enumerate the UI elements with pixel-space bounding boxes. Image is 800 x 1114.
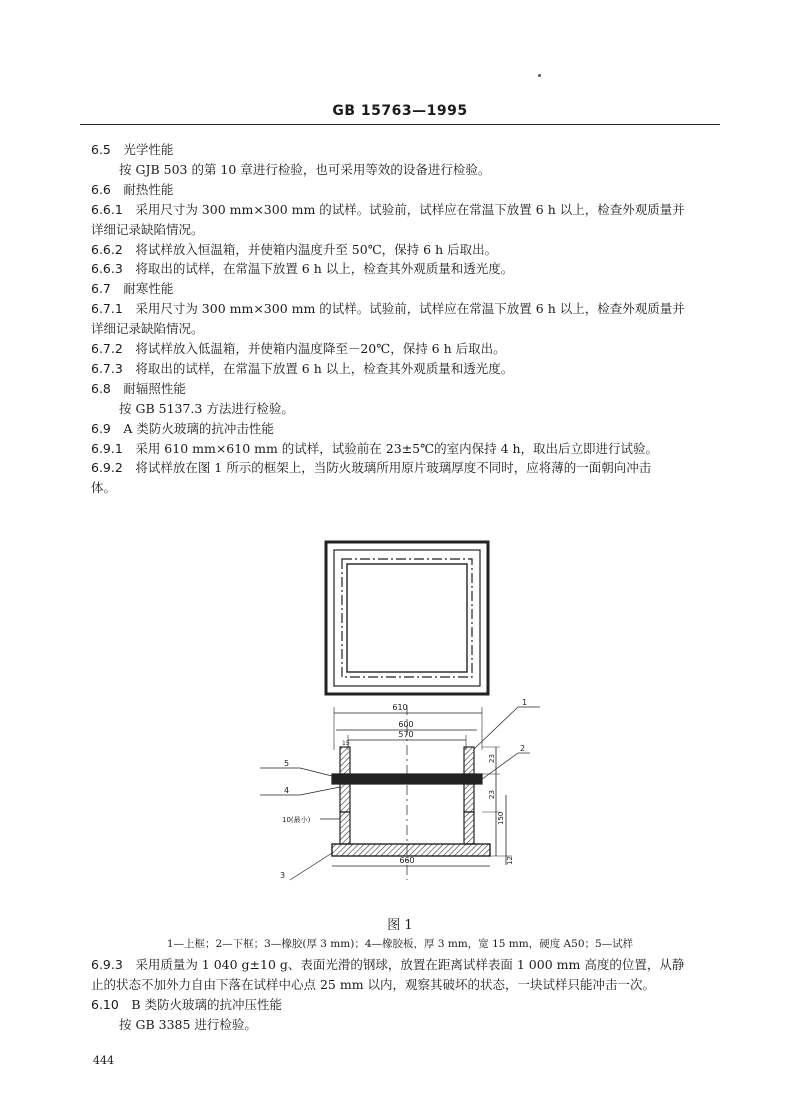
plan-mid-frame — [334, 550, 480, 686]
clause-text: 止的状态不加外力自由下落在试样中心点 25 mm 以内，观察其破坏的状态，一块试样只能冲击一次。 — [91, 976, 656, 992]
text-line — [91, 1015, 749, 1035]
clause-text: 耐寒性能 — [123, 281, 174, 297]
clause-text: 将取出的试样，在常温下放置 6 h 以上，检查其外观质量和透光度。 — [135, 360, 514, 376]
clause-text: 将取出的试样，在常温下放置 6 h 以上，检查其外观质量和透光度。 — [135, 261, 514, 277]
base-plate — [332, 844, 490, 856]
dim-570: 570 — [398, 730, 414, 739]
text-line — [91, 478, 721, 498]
clause-text: 按 GB 5137.3 方法进行检验。 — [119, 400, 294, 416]
clause-number: 6.6.3 — [91, 261, 136, 277]
label-2: 2 — [520, 744, 526, 753]
clause-text: 采用尺寸为 300 mm×300 mm 的试样。试验前，试样应在常温下放置 6 h 以上，检查外观质量并 — [135, 301, 685, 317]
clause-text: 采用尺寸为 300 mm×300 mm 的试样。试验前，试样应在常温下放置 6 h 以上，检查外观质量并 — [135, 201, 685, 217]
plan-outer-frame — [326, 542, 488, 694]
clause-text: 体。 — [91, 480, 117, 496]
clause-number: 6.6 — [91, 181, 124, 197]
label-1: 1 — [522, 698, 528, 707]
text-line — [91, 259, 721, 279]
page-header: GB 15763—1995 — [332, 103, 468, 119]
text-line — [91, 180, 721, 200]
clause-text: 耐热性能 — [123, 181, 174, 197]
clause-number: 6.8 — [91, 380, 124, 396]
dim-12: 12 — [506, 856, 514, 865]
text-line — [91, 240, 721, 260]
clause-text: 按 GJB 503 的第 10 章进行检验，也可采用等效的设备进行检验。 — [119, 161, 491, 177]
clause-number: 6.6.2 — [91, 241, 136, 257]
clause-text: 按 GB 3385 进行检验。 — [119, 1016, 257, 1032]
page-number: 444 — [93, 1054, 114, 1067]
figure-caption: 图 1 — [387, 918, 413, 933]
lower-frame-left-leg — [340, 812, 350, 844]
text-line — [91, 955, 721, 975]
clause-number: 6.7.1 — [91, 301, 136, 317]
clause-number: 6.6.1 — [91, 201, 136, 217]
text-line — [91, 399, 749, 419]
clause-text: 采用质量为 1 040 g±10 g、表面光滑的钢球，放置在距离试样表面 1 000 mm 高度的位置，从静 — [135, 957, 685, 972]
clause-text: B 类防火玻璃的抗冲压性能 — [131, 996, 283, 1012]
clause-text: 耐辐照性能 — [123, 380, 186, 396]
text-line — [91, 200, 721, 220]
clause-text: 将试样放入低温箱，并使箱内温度降至－20℃，保持 6 h 后取出。 — [135, 341, 506, 356]
clause-number: 6.10 — [91, 996, 132, 1012]
text-line — [91, 279, 721, 299]
text-line — [91, 975, 721, 995]
figure-legend: 1—上框；2—下框；3—橡胶(厚 3 mm)；4—橡胶板，厚 3 mm，宽 15 mm，硬度 A50；5—试样 — [166, 938, 634, 950]
dim-23b: 23 — [488, 790, 496, 799]
label-3: 3 — [280, 871, 286, 880]
lower-frame-right-leg — [464, 812, 474, 844]
lower-frame-left-top — [340, 784, 350, 812]
clause-number: 6.7.2 — [91, 341, 136, 356]
clause-text: 详细记录缺陷情况。 — [91, 221, 204, 237]
text-line — [91, 160, 749, 180]
text-line — [91, 359, 721, 379]
text-line — [91, 299, 721, 319]
clause-text: 将试样放在图 1 所示的框架上，当防火玻璃所用原片玻璃厚度不同时，应将薄的一面朝向冲击 — [135, 460, 652, 476]
specimen — [332, 774, 482, 784]
text-line — [91, 419, 721, 439]
text-line — [91, 319, 721, 339]
dim-23a: 23 — [488, 754, 496, 763]
dim-150: 150 — [497, 811, 505, 825]
clause-text: A 类防火玻璃的抗冲击性能 — [123, 420, 274, 436]
plan-inner-frame — [347, 564, 467, 672]
text-line — [91, 439, 721, 459]
dim-10-min: 10(最小) — [282, 816, 311, 824]
figure-1-drawing — [260, 535, 540, 885]
clause-text: 将试样放入恒温箱，并使箱内温度升至 50℃，保持 6 h 后取出。 — [135, 241, 498, 257]
clause-text: 光学性能 — [123, 142, 174, 157]
label-4: 4 — [284, 786, 290, 795]
dim-600: 600 — [398, 720, 414, 729]
text-line — [91, 995, 721, 1015]
header-rule — [80, 124, 720, 125]
clause-number: 6.9.1 — [91, 440, 136, 456]
lower-frame-right-top — [464, 784, 474, 812]
text-line — [91, 220, 721, 240]
text-line — [91, 379, 721, 399]
upper-frame-right — [464, 747, 474, 774]
dim-610: 610 — [392, 703, 408, 712]
dim-15: 15 — [342, 740, 350, 747]
upper-frame-left — [340, 747, 350, 774]
text-line — [91, 339, 721, 359]
clause-text: 详细记录缺陷情况。 — [91, 321, 204, 337]
clause-number: 6.7 — [91, 281, 124, 297]
clause-number: 6.9.3 — [91, 957, 136, 972]
text-line — [91, 458, 721, 478]
plan-dash-frame — [342, 559, 472, 677]
scan-speck — [538, 74, 541, 77]
dim-660: 660 — [399, 856, 415, 865]
text-line — [91, 140, 721, 160]
label-5: 5 — [284, 759, 290, 768]
clause-text: 采用 610 mm×610 mm 的试样，试验前在 23±5℃的室内保持 4 h，取出后立即进行试验。 — [135, 440, 659, 456]
clause-number: 6.5 — [91, 142, 124, 157]
clause-number: 6.7.3 — [91, 360, 136, 376]
clause-number: 6.9.2 — [91, 460, 136, 476]
clause-number: 6.9 — [91, 420, 124, 436]
